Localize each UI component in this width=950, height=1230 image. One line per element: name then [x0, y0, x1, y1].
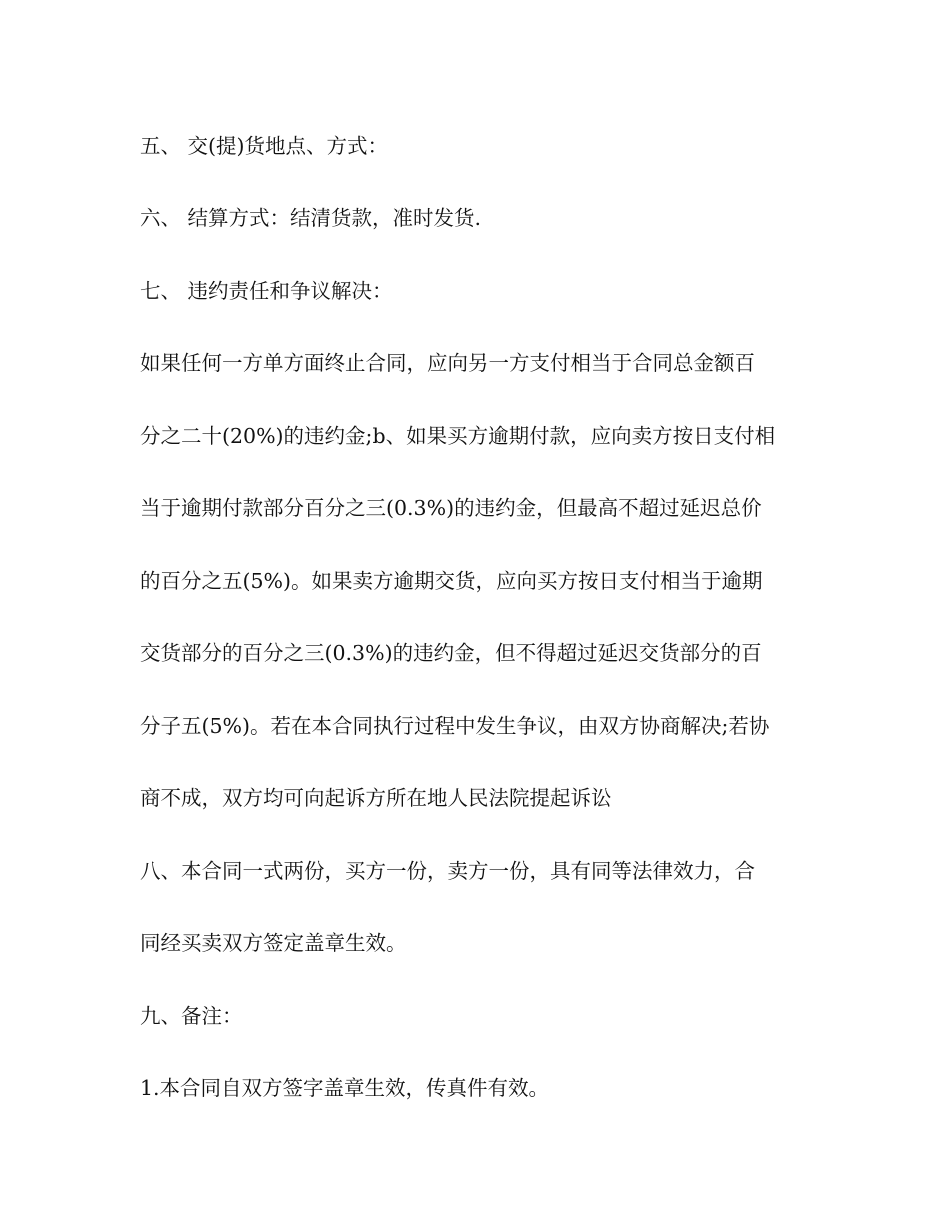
clause-5-delivery: 五、 交(提)货地点、方式：: [140, 134, 389, 158]
note-item-1: 1.本合同自双方签字盖章生效，传真件有效。: [140, 1076, 550, 1100]
clause-9-heading: 九、备注：: [140, 1004, 243, 1028]
document-body: [140, 128, 820, 1106]
clause-7-text-line-2: 分之二十(20%)的违约金;b、如果买方逾期付款，应向卖方按日支付相: [140, 424, 776, 448]
clause-7-text-line-4: 的百分之五(5%)。如果卖方逾期交货，应向买方按日支付相当于逾期: [140, 569, 763, 593]
clause-7-text-line-6: 分子五(5%)。若在本合同执行过程中发生争议，由双方协商解决;若协: [140, 714, 770, 738]
clause-6-settlement: 六、 结算方式：结清货款，准时发货.: [140, 206, 482, 230]
clause-7-heading: 七、 违约责任和争议解决：: [140, 279, 393, 303]
clause-7-text-line-5: 交货部分的百分之三(0.3%)的违约金，但不得超过延迟交货部分的百: [140, 641, 762, 665]
clause-7-text-line-3: 当于逾期付款部分百分之三(0.3%)的违约金，但最高不超过延迟总价: [140, 496, 762, 520]
clause-8-text-line-2: 同经买卖双方签定盖章生效。: [140, 931, 407, 955]
clause-7-text-line-1: 如果任何一方单方面终止合同，应向另一方支付相当于合同总金额百: [140, 351, 755, 375]
clause-8-text-line-1: 八、本合同一式两份，买方一份，卖方一份，具有同等法律效力，合: [140, 859, 755, 883]
clause-7-text-line-7: 商不成，双方均可向起诉方所在地人民法院提起诉讼: [140, 786, 612, 810]
